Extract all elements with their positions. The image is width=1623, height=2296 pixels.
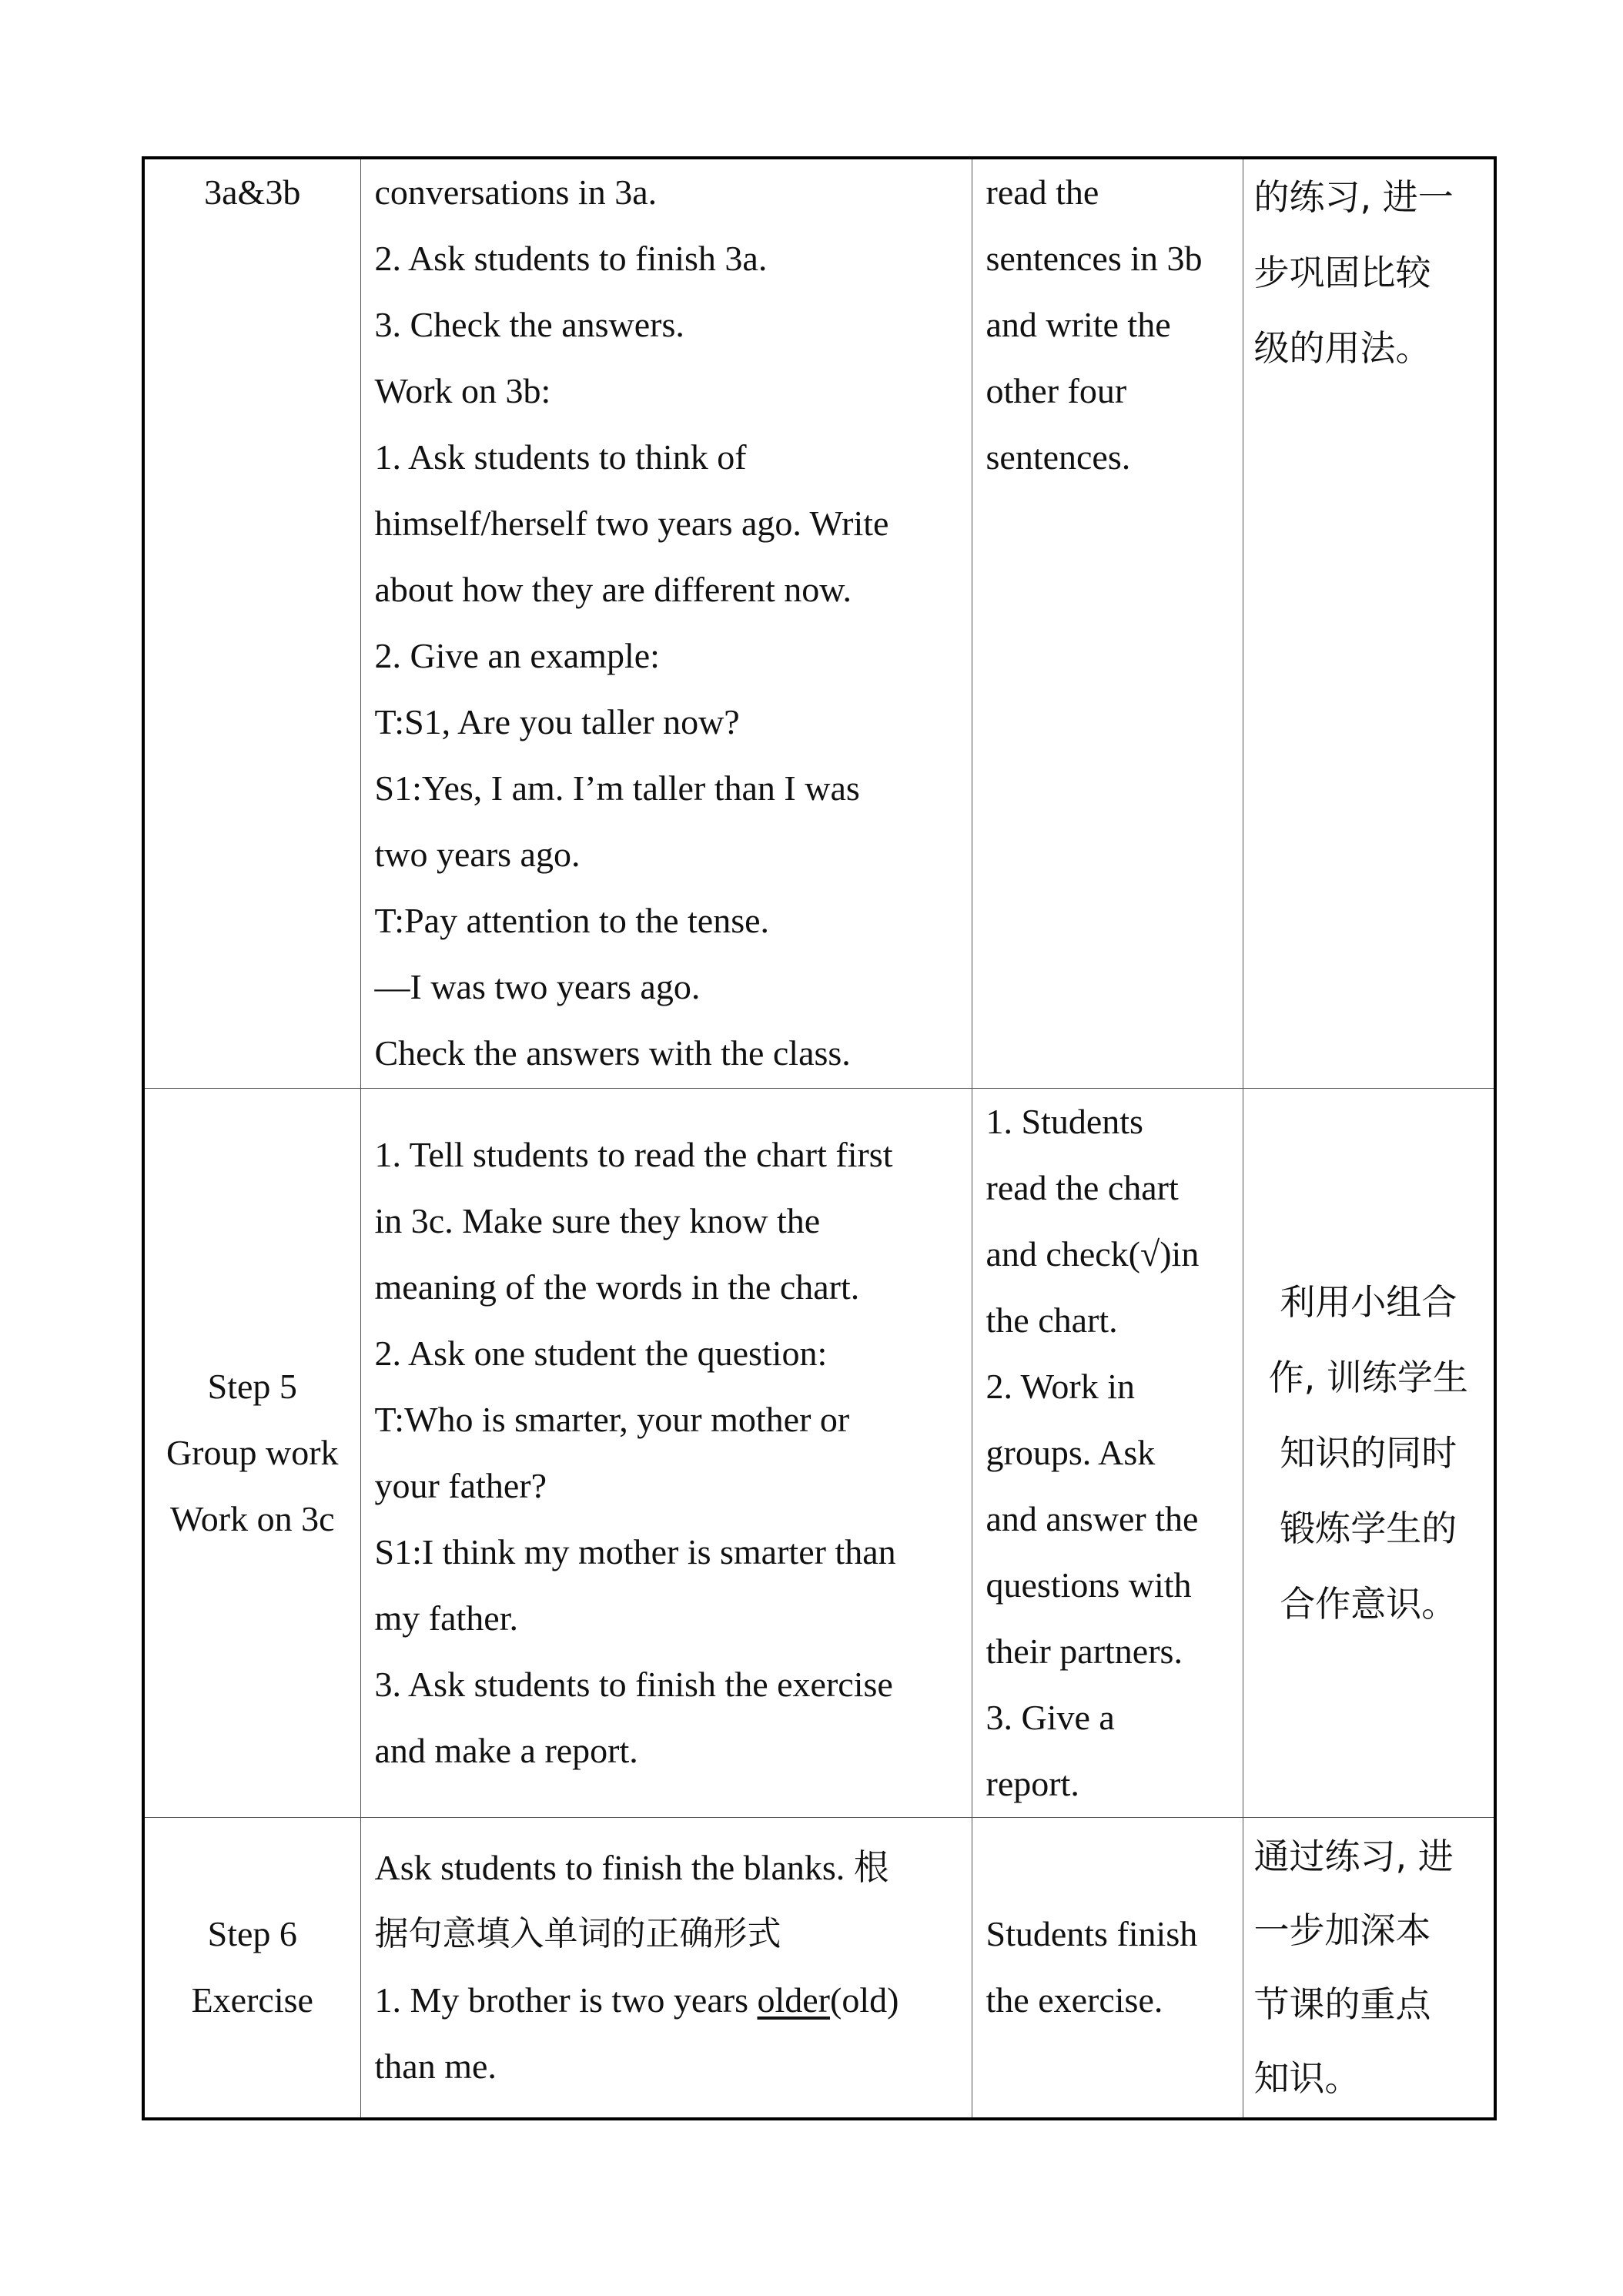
teacher-line: in 3c. Make sure they know the xyxy=(374,1200,821,1240)
step-label: Step 5 xyxy=(207,1366,297,1406)
student-line: and answer the xyxy=(986,1498,1199,1538)
purpose-line: 的练习, 进一 xyxy=(1253,176,1454,218)
teacher-line: himself/herself two years ago. Write xyxy=(374,504,889,543)
purpose-line: 知识。 xyxy=(1253,2057,1360,2100)
teacher-activity-cell xyxy=(360,1817,972,2119)
student-line: the chart. xyxy=(986,1300,1118,1340)
design-purpose-cell xyxy=(1243,1817,1495,2119)
purpose-line: 作, 训练学生 xyxy=(1268,1356,1468,1398)
step-cell xyxy=(143,158,360,1088)
step-cell xyxy=(143,1817,360,2119)
student-line: other four xyxy=(986,371,1127,410)
teacher-line: about how they are different now. xyxy=(374,570,852,609)
teacher-text: 1. My brother is two years xyxy=(374,1980,758,2020)
student-line: and check(√)in xyxy=(986,1233,1200,1274)
teacher-activity-cell xyxy=(360,1088,972,1817)
teacher-line: S1:Yes, I am. I’m taller than I was xyxy=(374,768,860,808)
lesson-plan-table xyxy=(142,156,1497,2120)
student-line: 2. Work in xyxy=(986,1366,1136,1406)
step-label: 3a&3b xyxy=(204,172,301,212)
answer-blank: older xyxy=(757,1980,830,2020)
student-line: Students finish xyxy=(986,1914,1198,1954)
design-purpose-cell xyxy=(1243,158,1495,1088)
teacher-line: T:S1, Are you taller now? xyxy=(374,702,740,741)
purpose-line: 锻炼学生的 xyxy=(1280,1507,1457,1549)
teacher-line: 3. Check the answers. xyxy=(374,305,684,344)
teacher-line: 据句意填入单词的正确形式 xyxy=(374,1914,781,1954)
teacher-line: conversations in 3a. xyxy=(374,172,658,212)
purpose-line: 通过练习, 进 xyxy=(1253,1836,1454,1878)
purpose-line: 知识的同时 xyxy=(1280,1431,1457,1474)
teacher-line: —I was two years ago. xyxy=(374,967,701,1006)
student-activity-cell xyxy=(972,158,1243,1088)
teacher-line: 3. Ask students to finish the exercise xyxy=(374,1664,893,1704)
student-line: groups. Ask xyxy=(986,1432,1156,1472)
teacher-line xyxy=(375,1967,958,2033)
teacher-line: and make a report. xyxy=(374,1730,638,1770)
teacher-line xyxy=(375,1835,958,1901)
student-line: their partners. xyxy=(986,1631,1183,1671)
step-label: Exercise xyxy=(191,1980,313,2020)
teacher-line: T:Pay attention to the tense. xyxy=(374,901,770,940)
student-line: 1. Students xyxy=(986,1101,1143,1141)
teacher-line: your father? xyxy=(374,1465,547,1505)
table-row xyxy=(143,1817,1495,2119)
teacher-line: T:Who is smarter, your mother or xyxy=(374,1399,850,1439)
table-row xyxy=(143,158,1495,1088)
teacher-line: than me. xyxy=(374,2047,497,2087)
teacher-line: two years ago. xyxy=(374,835,581,874)
teacher-line: 1. Ask students to think of xyxy=(374,437,747,477)
student-line: sentences in 3b xyxy=(986,239,1203,278)
purpose-line: 节课的重点 xyxy=(1253,1983,1431,2026)
teacher-line: my father. xyxy=(374,1598,518,1638)
teacher-activity-cell xyxy=(360,158,972,1088)
table-row xyxy=(143,1088,1495,1817)
student-line: read the chart xyxy=(986,1167,1179,1207)
step-cell xyxy=(143,1088,360,1817)
teacher-line: 2. Ask students to finish 3a. xyxy=(374,239,768,278)
teacher-line: Check the answers with the class. xyxy=(374,1033,851,1073)
step-label: Step 6 xyxy=(207,1914,297,1954)
student-activity-cell xyxy=(972,1817,1243,2119)
step-label: Group work xyxy=(166,1432,339,1472)
teacher-line: 2. Ask one student the question: xyxy=(374,1333,828,1373)
design-purpose-cell xyxy=(1243,1088,1495,1817)
teacher-line: S1:I think my mother is smarter than xyxy=(374,1531,896,1571)
teacher-line: meaning of the words in the chart. xyxy=(374,1267,860,1307)
teacher-line: 2. Give an example: xyxy=(374,636,660,675)
student-line: 3. Give a xyxy=(986,1697,1115,1737)
purpose-line: 一步加深本 xyxy=(1253,1909,1431,1952)
teacher-line: 1. Tell students to read the chart first xyxy=(374,1134,893,1174)
purpose-line: 步巩固比较 xyxy=(1253,252,1431,293)
purpose-line: 级的用法。 xyxy=(1253,327,1431,369)
student-line: read the xyxy=(986,172,1099,212)
student-activity-cell xyxy=(972,1088,1243,1817)
student-line: questions with xyxy=(986,1565,1192,1605)
step-label: Work on 3c xyxy=(170,1498,335,1538)
student-line: and write the xyxy=(986,305,1171,344)
purpose-line: 利用小组合 xyxy=(1280,1280,1457,1323)
student-line: sentences. xyxy=(986,437,1131,477)
student-line: the exercise. xyxy=(986,1980,1163,2020)
teacher-line: Work on 3b: xyxy=(374,371,551,410)
purpose-line: 合作意识。 xyxy=(1280,1582,1457,1625)
teacher-text: (old) xyxy=(830,1980,899,2020)
teacher-text: Ask students to finish the blanks. 根 xyxy=(374,1848,889,1888)
student-line: report. xyxy=(986,1763,1079,1803)
